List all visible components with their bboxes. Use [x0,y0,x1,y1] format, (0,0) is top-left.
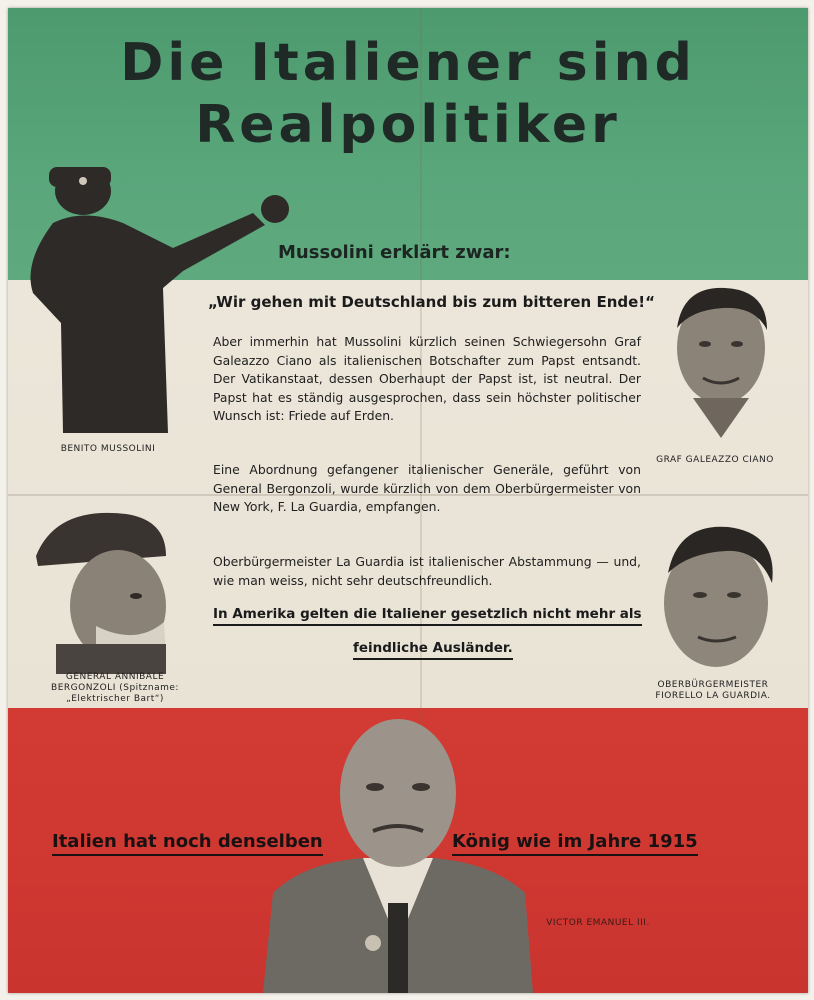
la-guardia-photo [648,513,788,678]
caption-bergonzoli-line-3: „Elektrischer Bart“) [66,694,164,704]
caption-la-guardia-line-1: OBERBÜRGERMEISTER [657,680,769,690]
red-band-text-right: König wie im Jahre 1915 [452,831,698,856]
bergonzoli-photo [26,496,186,676]
caption-ciano: GRAF GALEAZZO CIANO [656,455,774,465]
underlined-line-2: feindliche Ausländer. [353,640,513,660]
ciano-photo [663,278,783,438]
caption-mussolini: BENITO MUSSOLINI [60,444,156,454]
caption-bergonzoli-line-2: BERGONZOLI (Spitzname: [51,683,179,693]
paragraph-1: Aber immerhin hat Mussolini kürzlich seinen Schwiegersohn Graf Galeazzo Ciano als italienischen Botschafter zum Papst entsandt. Der Vatikanstaat, dessen Oberhaupt der Papst ist, ist neutral. Der Papst hat es ständig ausgesprochen, dass sein höchster politischer Wunsch ist: Friede auf Erden. [213,334,641,423]
headline-line-1: Die Italiener sind [120,33,696,93]
headline [8,32,808,156]
caption-la-guardia [623,680,803,702]
caption-bergonzoli [20,672,210,705]
paragraph-3: Oberbürgermeister La Guardia ist italienischer Abstammung — und, wie man weiss, nicht sehr deutschfreundlich. [213,554,641,588]
paragraph-2: Eine Abordnung gefangener italienischer Generäle, geführt von General Bergonzoli, wurde kürzlich von dem Oberbürgermeister von New York, F. La Guardia, empfangen. [213,462,641,514]
subhead: Mussolini erklärt zwar: [278,242,511,263]
red-band-text-left: Italien hat noch denselben [52,831,323,856]
caption-victor-emanuel: VICTOR EMANUEL III. [546,918,650,928]
caption-la-guardia-line-2: FIORELLO LA GUARDIA. [655,691,771,701]
caption-bergonzoli-line-1: GENERAL ANNIBALE [65,672,165,682]
quote: „Wir gehen mit Deutschland bis zum bitteren Ende!“ [208,293,655,311]
headline-line-2: Realpolitiker [195,95,621,155]
underlined-line-1: In Amerika gelten die Italiener gesetzlich nicht mehr als [213,606,642,626]
leaflet-sheet [8,8,808,993]
